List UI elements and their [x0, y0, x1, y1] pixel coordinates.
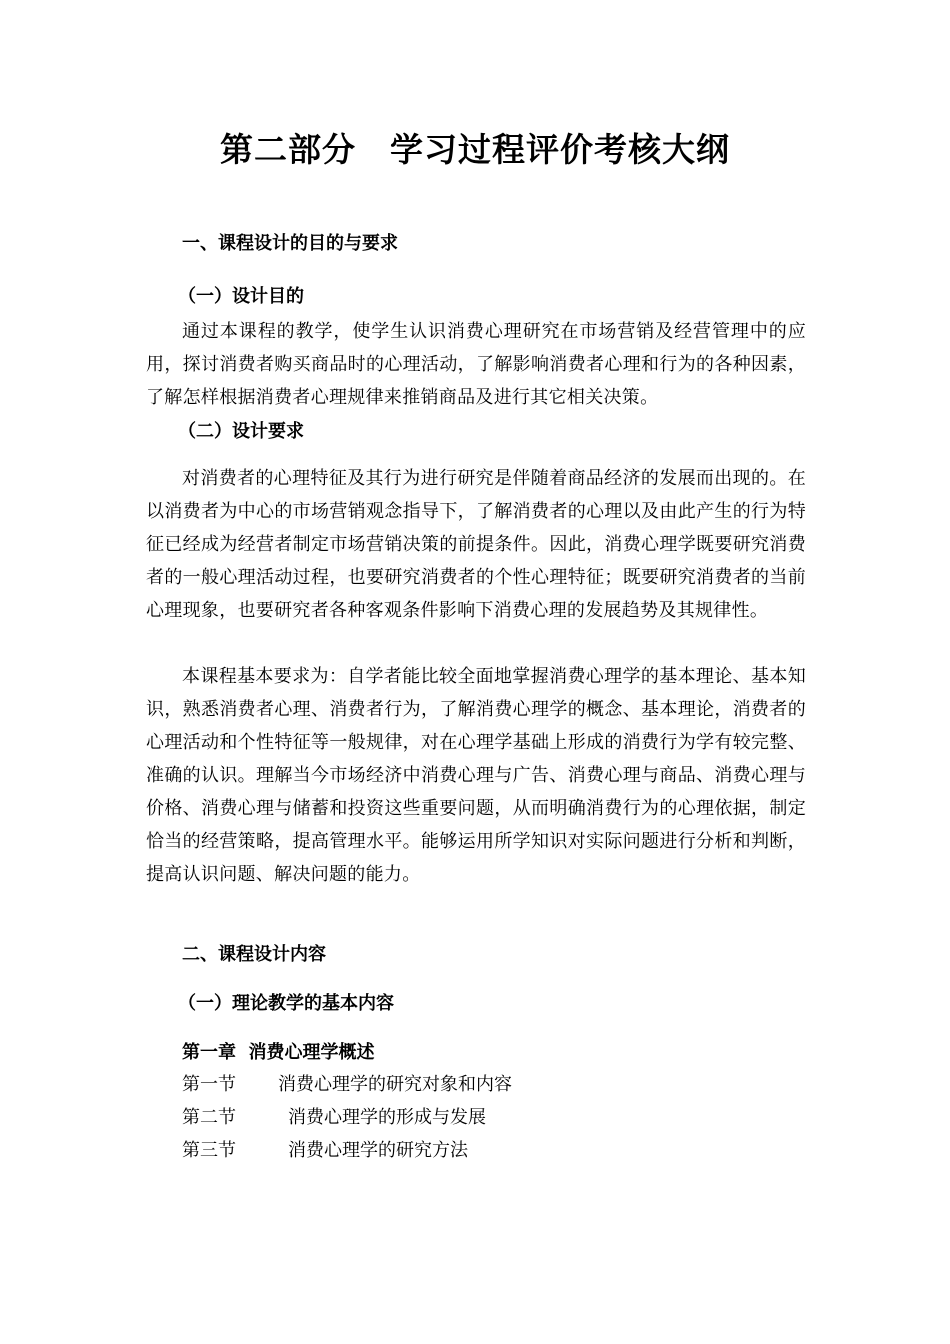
subsection-heading-design-purpose: （一）设计目的 — [178, 286, 304, 307]
section-number: 第二节 — [182, 1107, 236, 1128]
section-title: 消费心理学的形成与发展 — [288, 1107, 486, 1128]
section-heading-2: 二、课程设计内容 — [182, 944, 326, 965]
paragraph-design-requirements-2: 本课程基本要求为：自学者能比较全面地掌握消费心理学的基本理论、基本知识，熟悉消费者心理、消费者行为，了解消费心理学的概念、基本理论，消费者的心理活动和个性特征等一般规律，对在心理学基础上形成的消费行为学有较完整、准确的认识。理解当今市场经济中消费心理与广告、消费心理与商品、消费心理与价格、消费心理与储蓄和投资这些重要问题，从而明确消费行为的心理依据，制定恰当的经营策略，提高管理水平。能够运用所学知识对实际问题进行分析和判断，提高认识问题、解决问题的能力。 — [146, 666, 806, 885]
section-number: 第三节 — [182, 1140, 236, 1161]
section-title: 消费心理学的研究对象和内容 — [278, 1074, 512, 1095]
chapter-section-row — [182, 1105, 486, 1131]
subsection-heading-theory-content: （一）理论教学的基本内容 — [178, 993, 394, 1014]
section-number: 第一节 — [182, 1074, 236, 1095]
page-title: 第二部分 学习过程评价考核大纲 — [220, 130, 730, 169]
paragraph-design-purpose: 通过本课程的教学，使学生认识消费心理研究在市场营销及经营管理中的应用，探讨消费者购买商品时的心理活动，了解影响消费者心理和行为的各种因素，了解怎样根据消费者心理规律来推销商品及进行其它相关决策。 — [146, 321, 806, 408]
paragraph-design-requirements-1: 对消费者的心理特征及其行为进行研究是伴随着商品经济的发展而出现的。在以消费者为中心的市场营销观念指导下，了解消费者的心理以及由此产生的行为特征已经成为经营者制定市场营销决策的前提条件。因此，消费心理学既要研究消费者的一般心理活动过程，也要研究消费者的个性心理特征；既要研究消费者的当前心理现象，也要研究者各种客观条件影响下消费心理的发展趋势及其规律性。 — [146, 468, 806, 621]
section-heading-1: 一、课程设计的目的与要求 — [182, 233, 398, 254]
chapter-title: 第一章 消费心理学概述 — [182, 1042, 375, 1063]
chapter-section-row — [182, 1072, 512, 1098]
chapter-section-row — [182, 1138, 468, 1164]
section-title: 消费心理学的研究方法 — [288, 1140, 468, 1161]
subsection-heading-design-requirements: （二）设计要求 — [178, 421, 304, 442]
